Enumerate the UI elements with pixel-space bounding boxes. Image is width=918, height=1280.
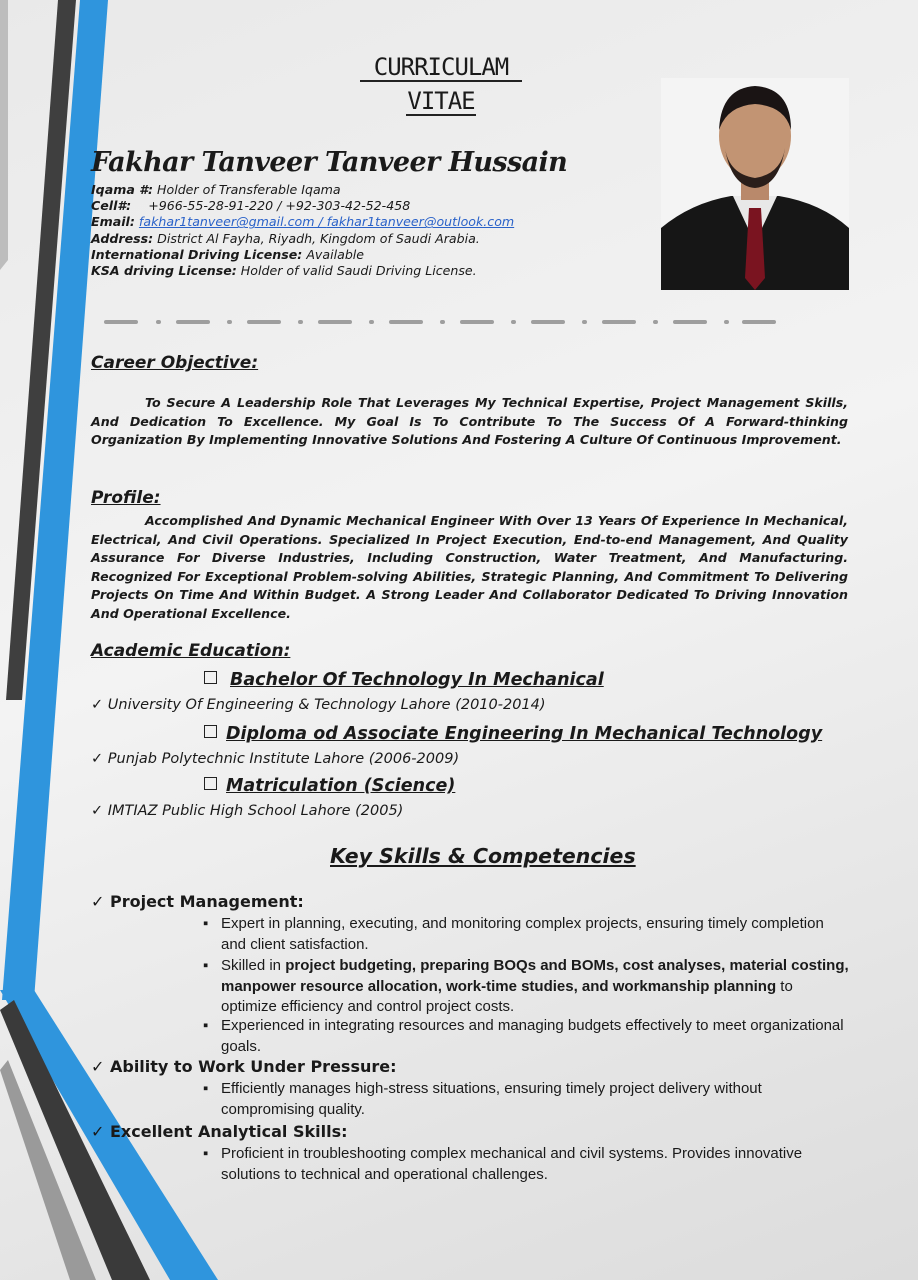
career-objective-text: [91, 394, 848, 450]
cv-title: [360, 54, 522, 116]
cv-title-line1: CURRICULAM: [360, 54, 522, 82]
iqama-value: Holder of Transferable Iqama: [153, 182, 341, 197]
cell-value: +966-55-28-91-220 / +92-303-42-52-458: [148, 198, 411, 214]
degree-title: Diploma od Associate Engineering In Mechanical Technology: [226, 724, 823, 744]
institution-name: Punjab Polytechnic Institute Lahore (2006-2009): [107, 751, 460, 767]
institution-name: IMTIAZ Public High School Lahore (2005): [107, 803, 404, 819]
skill-bullet: [203, 1144, 821, 1185]
skill-title: Project Management:: [109, 892, 304, 911]
skill-title: Ability to Work Under Pressure:: [109, 1057, 397, 1076]
bullet-icon: ▪: [203, 1145, 209, 1162]
checkbox-square-icon: [204, 671, 217, 684]
education-heading: Academic Education:: [91, 641, 291, 661]
contact-details: [91, 182, 514, 279]
bullet-icon: ▪: [203, 1080, 209, 1097]
profile-body: Accomplished And Dynamic Mechanical Engineer With Over 13 Years Of Experience In Mechanical, Electrical, And Civil Operations. Specialized In Project Execution, End-to-end Management, And Quality Assurance For Diverse Industries, Including Construction, Water Treatment, And Manufacturing. Recognized For Exceptional Problem-solving Abilities, Strategic Planning, And Commitment To Delivering Projects On Time And Within Budget. A Strong Leader And Collaborator Dedicated To Driving Innovation And Operational Excellence.: [91, 513, 848, 621]
bullet-text-bold: project budgeting, preparing BOQs and BOMs, cost analyses, material costing, manpower resource allocation, work-time studies, and workmanship planning: [221, 957, 849, 995]
candidate-name: Fakhar Tanveer Tanveer Hussain: [91, 147, 568, 178]
profile-heading: Profile:: [91, 488, 161, 508]
skill-bullet: [203, 956, 851, 1018]
cell-label: Cell#:: [91, 198, 132, 214]
section-divider: [100, 316, 780, 328]
ksa-license-label: KSA driving License:: [91, 263, 237, 279]
ksa-license-row: [91, 263, 514, 279]
bullet-text: Expert in planning, executing, and monitoring complex projects, ensuring timely completion and client satisfaction.: [221, 915, 824, 953]
bullet-icon: ▪: [203, 915, 209, 932]
intl-license-label: International Driving License:: [91, 246, 303, 262]
intl-license-row: [91, 247, 514, 263]
check-icon: ✓: [91, 1057, 105, 1076]
skill-group-title: [91, 1122, 348, 1141]
bullet-text: to optimize efficiency and control project costs.: [221, 977, 793, 1015]
bullet-icon: ▪: [203, 957, 209, 974]
checkbox-square-icon: [204, 725, 217, 738]
address-value: District Al Fayha, Riyadh, Kingdom of Saudi Arabia.: [153, 230, 480, 246]
stripe-gray-left: [0, 0, 8, 270]
institution-name: University Of Engineering & Technology Lahore (2010-2014): [107, 697, 546, 713]
email-link-gmail[interactable]: fakhar1tanveer@gmail.com: [138, 214, 315, 230]
bullet-text: Proficient in troubleshooting complex mechanical and civil systems. Provides innovative solutions to technical and operational challenges.: [221, 1145, 803, 1183]
degree-matric: [204, 776, 455, 796]
bullet-text: Skilled in: [221, 957, 286, 974]
address-row: [91, 231, 514, 247]
iqama-label: Iqama #:: [91, 182, 154, 197]
email-row: [91, 214, 514, 230]
skill-title: Excellent Analytical Skills:: [109, 1122, 348, 1141]
avatar-portrait: [661, 78, 849, 290]
skill-bullet: [203, 1079, 851, 1120]
checkbox-square-icon: [204, 777, 217, 790]
career-objective-heading: Career Objective:: [91, 353, 259, 373]
degree-bachelor: [204, 670, 604, 690]
cell-row: [91, 198, 514, 214]
degree-title: Matriculation (Science): [226, 776, 456, 796]
skills-heading: Key Skills & Competencies: [330, 844, 636, 868]
degree-title: Bachelor Of Technology In Mechanical: [230, 670, 604, 690]
ksa-license-value: Holder of valid Saudi Driving License.: [236, 263, 477, 279]
email-label: Email:: [91, 214, 135, 230]
check-icon: ✓: [91, 892, 105, 911]
address-label: Address:: [91, 230, 154, 246]
career-objective-body: To Secure A Leadership Role That Leverages My Technical Expertise, Project Management Skills, And Dedication To Excellence. My Goal Is To Contribute To The Success Of A Forward-thinking Organization By Implementing Innovative Solutions And Fostering A Culture Of Continuous Improvement.: [91, 395, 848, 448]
bullet-text: Efficiently manages high-stress situations, ensuring timely project delivery without compromising quality.: [221, 1080, 762, 1118]
email-link-outlook[interactable]: fakhar1tanveer@outlook.com: [326, 214, 515, 230]
email-separator: /: [314, 214, 327, 230]
check-icon: ✓: [91, 751, 104, 767]
profile-photo: [661, 78, 849, 290]
cv-title-line2: VITAE: [407, 87, 475, 115]
bullet-text: Experienced in integrating resources and managing budgets effectively to meet organizational goals.: [221, 1017, 844, 1055]
bullet-icon: ▪: [203, 1017, 209, 1034]
check-icon: ✓: [91, 697, 104, 713]
skill-bullet: [203, 914, 851, 955]
check-icon: ✓: [91, 803, 104, 819]
intl-license-value: Available: [302, 246, 365, 262]
skill-group-title: [91, 892, 304, 911]
iqama-row: [91, 182, 514, 198]
degree-diploma: [204, 724, 822, 744]
skill-group-title: [91, 1057, 397, 1076]
skill-bullet: [203, 1016, 851, 1057]
profile-text: [91, 512, 848, 624]
check-icon: ✓: [91, 1122, 105, 1141]
institution-row: [91, 697, 546, 713]
institution-row: [91, 751, 459, 767]
institution-row: [91, 803, 403, 819]
